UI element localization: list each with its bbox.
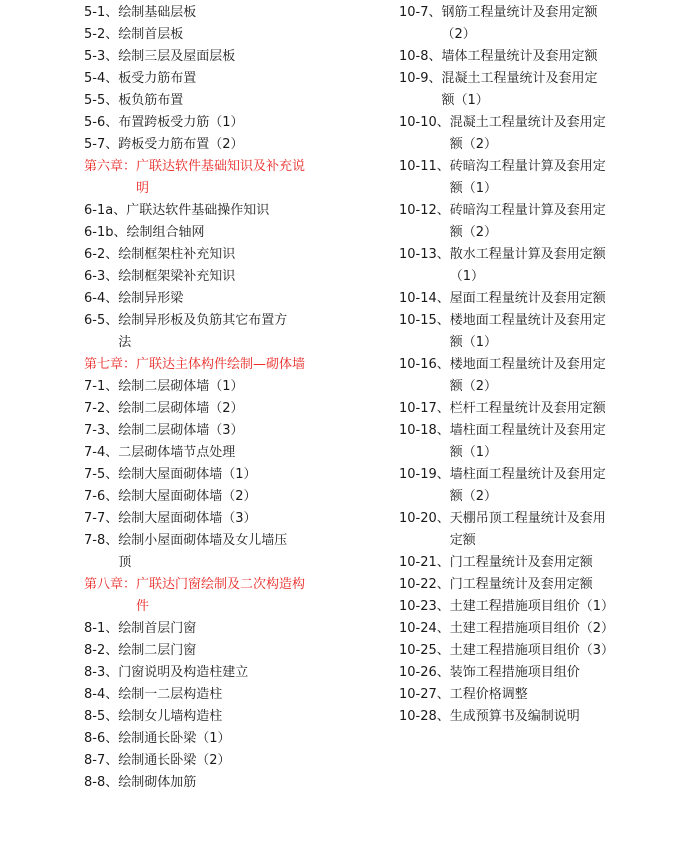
entry-number: 8-5、 <box>84 709 119 724</box>
entry-title: 工程价格调整 <box>449 687 528 702</box>
toc-entry <box>84 750 384 772</box>
toc-entry <box>399 596 689 618</box>
entry-title: 绘制框架柱补充知识 <box>118 247 236 262</box>
entry-number: 10-17、 <box>399 401 450 416</box>
toc-entry <box>84 200 384 222</box>
toc-entry <box>399 706 689 728</box>
chapter-title: 广联达主体构件绘制—砌体墙 <box>136 357 306 372</box>
entry-number: 10-21、 <box>399 555 450 570</box>
toc-entry <box>84 376 384 398</box>
chapter-heading <box>84 574 384 618</box>
entry-number: 10-9、 <box>399 71 442 86</box>
toc-entry <box>399 46 689 68</box>
entry-number: 7-7、 <box>84 511 119 526</box>
toc-entry <box>399 464 689 508</box>
entry-number: 8-6、 <box>84 731 119 746</box>
entry-title: 绘制基础层板 <box>118 5 197 20</box>
toc-entry <box>84 46 384 68</box>
entry-number: 7-2、 <box>84 401 119 416</box>
entry-title: 墙柱面工程量统计及套用定额（2） <box>449 467 606 504</box>
toc-entry <box>84 266 384 288</box>
entry-title: 装饰工程措施项目组价 <box>449 665 580 680</box>
toc-entry <box>84 420 384 442</box>
entry-number: 5-7、 <box>84 137 119 152</box>
toc-entry <box>84 134 384 156</box>
entry-number: 6-1b、 <box>84 225 127 240</box>
entry-number: 5-6、 <box>84 115 119 130</box>
entry-title: 屋面工程量统计及套用定额 <box>449 291 606 306</box>
entry-title: 绘制一二层构造柱 <box>118 687 223 702</box>
toc-entry <box>84 508 384 530</box>
entry-title: 砖暗沟工程量计算及套用定额（2） <box>449 203 606 240</box>
entry-number: 5-3、 <box>84 49 119 64</box>
entry-number: 7-8、 <box>84 533 119 548</box>
chapter-number: 第六章： <box>84 159 137 174</box>
entry-title: 墙柱面工程量统计及套用定额（1） <box>449 423 606 460</box>
entry-title: 绘制女儿墙构造柱 <box>118 709 223 724</box>
entry-title: 土建工程措施项目组价（2） <box>449 621 615 636</box>
entry-title: 板负筋布置 <box>118 93 184 108</box>
entry-title: 楼地面工程量统计及套用定额（1） <box>449 313 606 350</box>
chapter-title: 广联达门窗绘制及二次构造构件 <box>136 577 306 614</box>
entry-title: 绘制二层砌体墙（2） <box>118 401 244 416</box>
entry-title: 绘制首层门窗 <box>118 621 197 636</box>
entry-title: 二层砌体墙节点处理 <box>118 445 236 460</box>
toc-entry <box>399 156 689 200</box>
entry-title: 广联达软件基础操作知识 <box>126 203 270 218</box>
entry-number: 10-24、 <box>399 621 450 636</box>
toc-entry <box>84 222 384 244</box>
entry-number: 7-4、 <box>84 445 119 460</box>
toc-entry <box>84 464 384 486</box>
chapter-number: 第七章： <box>84 357 137 372</box>
entry-number: 8-7、 <box>84 753 119 768</box>
entry-number: 10-19、 <box>399 467 450 482</box>
entry-title: 混凝土工程量统计及套用定额（2） <box>449 115 606 152</box>
toc-entry <box>84 2 384 24</box>
entry-title: 绘制三层及屋面层板 <box>118 49 236 64</box>
toc-entry <box>84 90 384 112</box>
entry-number: 10-13、 <box>399 247 450 262</box>
toc-entry <box>399 2 689 46</box>
entry-number: 10-18、 <box>399 423 450 438</box>
toc-entry <box>399 200 689 244</box>
entry-title: 楼地面工程量统计及套用定额（2） <box>449 357 606 394</box>
entry-title: 绘制通长卧梁（2） <box>118 753 231 768</box>
entry-number: 5-4、 <box>84 71 119 86</box>
toc-entry <box>84 618 384 640</box>
entry-title: 绘制异形梁 <box>118 291 184 306</box>
chapter-heading <box>84 156 384 200</box>
entry-title: 板受力筋布置 <box>118 71 197 86</box>
entry-title: 混凝土工程量统计及套用定额（1） <box>441 71 598 108</box>
entry-title: 绘制二层砌体墙（3） <box>118 423 244 438</box>
chapter-heading <box>84 354 384 376</box>
toc-entry <box>399 574 689 596</box>
entry-number: 10-28、 <box>399 709 450 724</box>
entry-title: 绘制框架梁补充知识 <box>118 269 236 284</box>
entry-number: 10-12、 <box>399 203 450 218</box>
entry-number: 7-1、 <box>84 379 119 394</box>
toc-entry <box>84 442 384 464</box>
toc-entry <box>399 420 689 464</box>
entry-title: 门工程量统计及套用定额 <box>449 555 593 570</box>
toc-entry <box>399 310 689 354</box>
entry-number: 6-1a、 <box>84 203 127 218</box>
toc-entry <box>84 728 384 750</box>
entry-number: 10-8、 <box>399 49 442 64</box>
entry-number: 6-5、 <box>84 313 119 328</box>
entry-number: 8-4、 <box>84 687 119 702</box>
entry-number: 7-6、 <box>84 489 119 504</box>
entry-title: 绘制大屋面砌体墙（3） <box>118 511 257 526</box>
toc-entry <box>84 288 384 310</box>
entry-number: 10-16、 <box>399 357 450 372</box>
entry-number: 10-14、 <box>399 291 450 306</box>
entry-title: 绘制首层板 <box>118 27 184 42</box>
toc-right-column <box>399 2 689 728</box>
entry-number: 10-23、 <box>399 599 450 614</box>
entry-number: 5-5、 <box>84 93 119 108</box>
toc-entry <box>399 354 689 398</box>
chapter-title: 广联达软件基础知识及补充说明 <box>136 159 306 196</box>
toc-entry <box>399 684 689 706</box>
toc-entry <box>399 112 689 156</box>
toc-entry <box>399 68 689 112</box>
entry-title: 布置跨板受力筋（1） <box>118 115 244 130</box>
toc-entry <box>84 662 384 684</box>
toc-entry <box>399 244 689 288</box>
toc-entry <box>84 706 384 728</box>
toc-entry <box>84 244 384 266</box>
entry-title: 散水工程量计算及套用定额（1） <box>449 247 606 284</box>
toc-entry <box>84 24 384 46</box>
toc-entry <box>399 552 689 574</box>
toc-entry <box>399 662 689 684</box>
entry-title: 绘制二层砌体墙（1） <box>118 379 244 394</box>
toc-entry <box>399 398 689 420</box>
toc-entry <box>84 68 384 90</box>
entry-title: 绘制通长卧梁（1） <box>118 731 231 746</box>
entry-number: 6-2、 <box>84 247 119 262</box>
entry-number: 10-27、 <box>399 687 450 702</box>
toc-entry <box>84 772 384 794</box>
entry-number: 10-15、 <box>399 313 450 328</box>
entry-title: 土建工程措施项目组价（3） <box>449 643 615 658</box>
entry-title: 绘制二层门窗 <box>118 643 197 658</box>
entry-number: 10-25、 <box>399 643 450 658</box>
entry-title: 生成预算书及编制说明 <box>449 709 580 724</box>
entry-number: 8-3、 <box>84 665 119 680</box>
entry-title: 砖暗沟工程量计算及套用定额（1） <box>449 159 606 196</box>
entry-title: 钢筋工程量统计及套用定额（2） <box>441 5 598 42</box>
entry-number: 5-2、 <box>84 27 119 42</box>
entry-number: 8-1、 <box>84 621 119 636</box>
entry-title: 栏杆工程量统计及套用定额 <box>449 401 606 416</box>
toc-entry <box>399 288 689 310</box>
entry-title: 门窗说明及构造柱建立 <box>118 665 249 680</box>
entry-title: 天棚吊顶工程量统计及套用定额 <box>449 511 606 548</box>
entry-title: 土建工程措施项目组价（1） <box>449 599 615 614</box>
toc-entry <box>84 486 384 508</box>
toc-entry <box>84 310 384 354</box>
entry-title: 绘制砌体加筋 <box>118 775 197 790</box>
entry-title: 绘制组合轴网 <box>126 225 205 240</box>
toc-entry <box>84 398 384 420</box>
toc-entry <box>84 112 384 134</box>
entry-number: 10-7、 <box>399 5 442 20</box>
entry-number: 10-11、 <box>399 159 450 174</box>
entry-number: 10-10、 <box>399 115 450 130</box>
entry-number: 10-20、 <box>399 511 450 526</box>
entry-title: 绘制异形板及负筋其它布置方法 <box>118 313 288 350</box>
entry-number: 7-3、 <box>84 423 119 438</box>
entry-title: 墙体工程量统计及套用定额 <box>441 49 598 64</box>
entry-title: 绘制大屋面砌体墙（2） <box>118 489 257 504</box>
entry-number: 6-3、 <box>84 269 119 284</box>
toc-entry <box>399 618 689 640</box>
entry-title: 跨板受力筋布置（2） <box>118 137 244 152</box>
entry-title: 绘制小屋面砌体墙及女儿墙压顶 <box>118 533 288 570</box>
toc-entry <box>399 508 689 552</box>
toc-entry <box>399 640 689 662</box>
entry-number: 8-2、 <box>84 643 119 658</box>
entry-title: 绘制大屋面砌体墙（1） <box>118 467 257 482</box>
entry-number: 5-1、 <box>84 5 119 20</box>
entry-number: 7-5、 <box>84 467 119 482</box>
toc-entry <box>84 684 384 706</box>
toc-entry <box>84 530 384 574</box>
entry-title: 门工程量统计及套用定额 <box>449 577 593 592</box>
entry-number: 10-22、 <box>399 577 450 592</box>
entry-number: 6-4、 <box>84 291 119 306</box>
entry-number: 8-8、 <box>84 775 119 790</box>
toc-entry <box>84 640 384 662</box>
entry-number: 10-26、 <box>399 665 450 680</box>
chapter-number: 第八章： <box>84 577 137 592</box>
toc-left-column <box>84 2 384 794</box>
